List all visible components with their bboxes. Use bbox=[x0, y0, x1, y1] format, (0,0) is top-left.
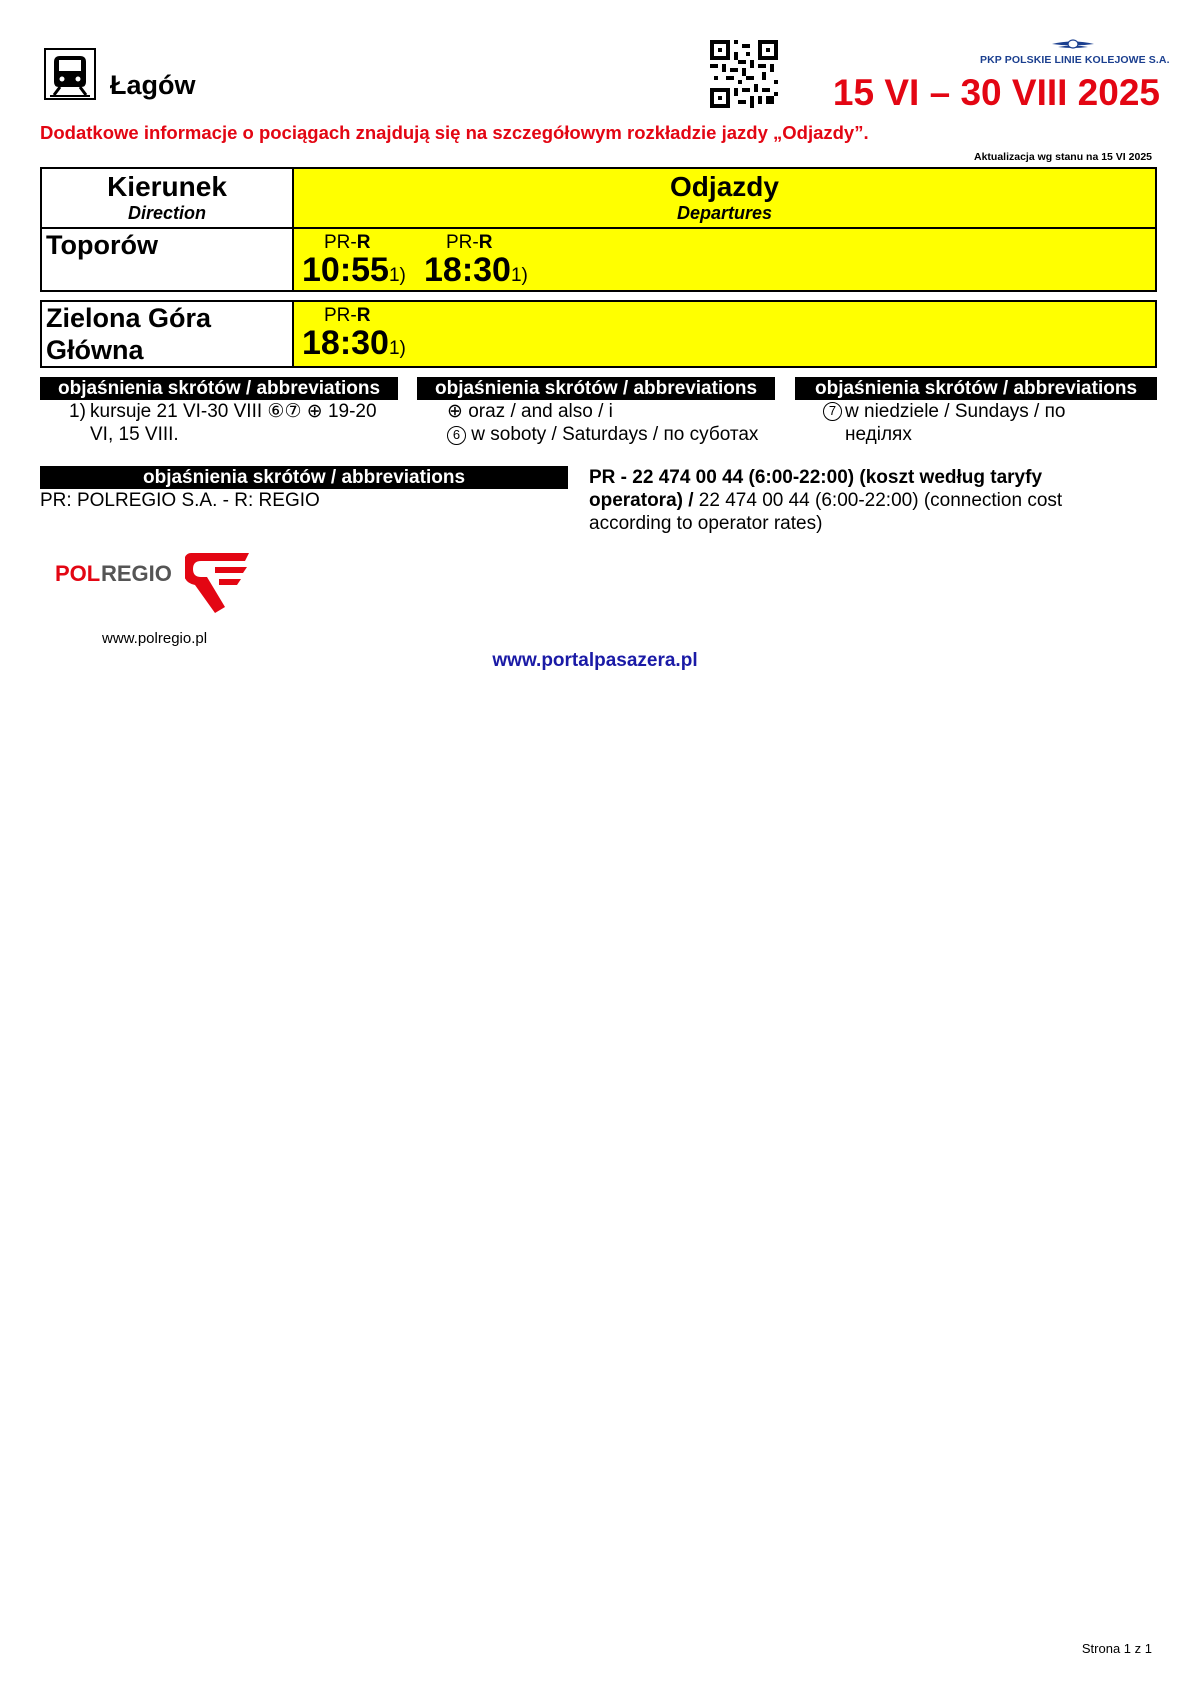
carriers-block bbox=[40, 466, 568, 512]
destination-cell bbox=[42, 302, 294, 366]
carrier-code: PR- bbox=[446, 232, 479, 253]
info-notice: Dodatkowe informacje o pociągach znajdują się na szczegółowym rozkładzie jazdy „Odjazdy”. bbox=[40, 122, 869, 143]
destination-cell bbox=[42, 229, 294, 290]
contact-phone-text: 22 474 00 44 (6:00-22:00) (connection cost according to operator rates) bbox=[589, 490, 1063, 534]
polregio-url[interactable]: www.polregio.pl bbox=[102, 630, 208, 647]
departure-time: 18:30 bbox=[302, 324, 389, 362]
footnote-marker: 1) bbox=[388, 338, 406, 359]
saturday-symbol-icon: 6 bbox=[447, 426, 466, 445]
station-name: Łagów bbox=[110, 70, 196, 100]
plk-name: PKP POLSKIE LINIE KOLEJOWE S.A. bbox=[980, 54, 1170, 66]
departure[interactable] bbox=[302, 233, 406, 293]
logo-text-regio: REGIO bbox=[101, 561, 172, 586]
departures-cell bbox=[294, 229, 1155, 290]
qr-code[interactable] bbox=[710, 40, 778, 108]
sunday-text-line2: неділях bbox=[845, 424, 912, 445]
table-row bbox=[40, 229, 1157, 292]
polregio-emblem-icon bbox=[185, 547, 255, 615]
saturday-text: w soboty / Saturdays / по суботах bbox=[471, 424, 759, 445]
carriers-text: PR: POLREGIO S.A. - R: REGIO bbox=[40, 490, 320, 511]
validity-period: 15 VI – 30 VIII 2025 bbox=[832, 72, 1160, 113]
footnote-marker: 1) bbox=[69, 401, 86, 422]
departures-cell bbox=[294, 302, 1155, 366]
abbreviations-title: objaśnienia skrótów / abbreviations bbox=[795, 377, 1157, 400]
train-category: R bbox=[356, 305, 371, 326]
footnote-marker: 1) bbox=[388, 265, 406, 286]
direction-title: Kierunek bbox=[107, 171, 227, 202]
footnote-text-line2: VI, 15 VIII. bbox=[90, 424, 179, 445]
abbreviations-title: objaśnienia skrótów / abbreviations bbox=[417, 377, 775, 400]
departure-time: 10:55 bbox=[302, 251, 389, 289]
timetable-header bbox=[40, 167, 1157, 229]
table-row bbox=[40, 300, 1157, 368]
destination-line1: Zielona Góra bbox=[46, 303, 212, 333]
footnote-marker: 1) bbox=[510, 265, 528, 286]
update-date: Aktualizacja wg stanu na 15 VI 2025 bbox=[974, 151, 1152, 163]
also-text: oraz / and also / i bbox=[468, 401, 613, 422]
abbreviations-col2 bbox=[417, 377, 775, 446]
footnote-text-line1: kursuje 21 VI-30 VIII ⑥⑦ ⊕ 19-20 bbox=[90, 401, 377, 422]
abbreviations-col3 bbox=[795, 377, 1157, 446]
departure[interactable] bbox=[424, 233, 528, 293]
abbreviations-title: objaśnienia skrótów / abbreviations bbox=[40, 466, 568, 489]
portal-url[interactable]: www.portalpasazera.pl bbox=[492, 650, 698, 671]
train-icon bbox=[44, 48, 96, 100]
train-category: R bbox=[478, 232, 493, 253]
contact-info bbox=[589, 466, 1109, 535]
abbreviations-col1 bbox=[40, 377, 398, 446]
sunday-text-line1: w niedziele / Sundays / по bbox=[845, 401, 1066, 422]
direction-header bbox=[42, 169, 294, 227]
abbreviations-title: objaśnienia skrótów / abbreviations bbox=[40, 377, 398, 400]
sunday-symbol-icon: 7 bbox=[823, 402, 842, 421]
departures-subtitle: Departures bbox=[676, 203, 773, 223]
destination: Toporów bbox=[46, 230, 158, 260]
departure[interactable] bbox=[302, 306, 406, 366]
plk-logo-icon bbox=[1050, 38, 1096, 54]
polregio-logo bbox=[55, 547, 255, 615]
departures-title: Odjazdy bbox=[670, 171, 779, 202]
train-category: R bbox=[356, 232, 371, 253]
direction-subtitle: Direction bbox=[127, 203, 206, 223]
carrier-code: PR- bbox=[324, 232, 357, 253]
carrier-code: PR- bbox=[324, 305, 357, 326]
contact-phone-bold: PR - 22 474 00 44 (6:00-22:00) (koszt według taryfy operatora) / bbox=[589, 467, 1043, 511]
departures-header bbox=[294, 169, 1155, 227]
page-number: Strona 1 z 1 bbox=[1081, 1641, 1152, 1656]
destination-line2: Główna bbox=[46, 335, 144, 365]
departure-time: 18:30 bbox=[424, 251, 511, 289]
logo-text-pol: POL bbox=[55, 561, 101, 586]
also-symbol-icon: ⊕ bbox=[447, 401, 463, 422]
